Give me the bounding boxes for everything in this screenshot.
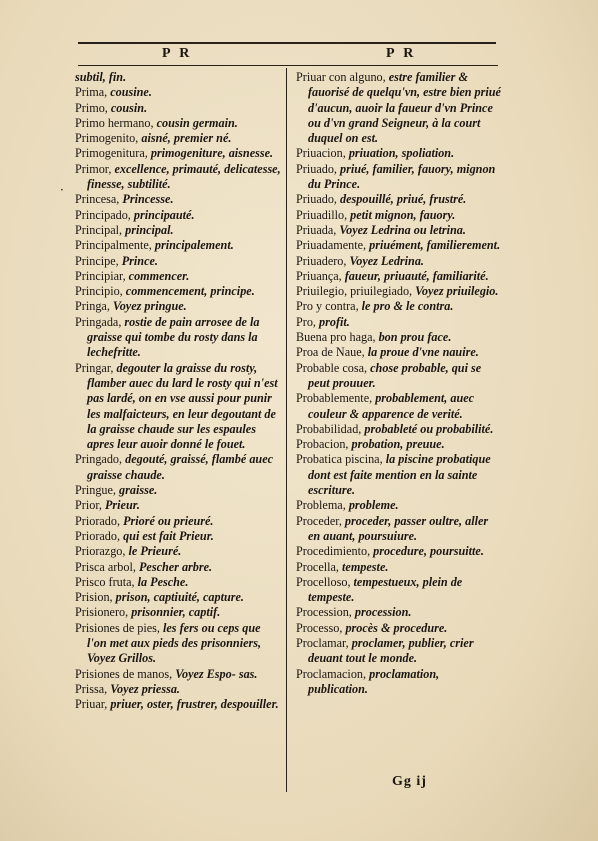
entry-definition: cousin germain. [156,115,238,130]
entry-headword: Proclamar, [296,635,352,650]
dictionary-entry [75,131,281,146]
dictionary-entry [75,529,281,544]
entry-definition: le pro & le contra. [361,299,454,314]
entry-headword: Priorado, [75,513,124,528]
dictionary-entry [296,254,502,269]
dictionary-entry [75,682,281,697]
dictionary-entry [75,146,281,161]
entry-definition: qui est fait Prieur. [123,528,214,543]
dictionary-entry [296,315,502,330]
entry-definition: prison, captiuité, capture. [115,590,244,605]
entry-headword: Priuilegio, priuilegiado, [296,284,416,299]
entry-definition: priuer, oster, frustrer, despouiller. [110,697,279,712]
entry-headword: Processo, [296,620,346,635]
entry-headword: Prisionero, [75,605,132,620]
dictionary-entry [296,269,502,284]
left-column [75,70,281,712]
dictionary-entry [75,254,281,269]
entry-definition: Princesse. [122,192,174,207]
entry-headword: Priuadamente, [296,238,370,253]
entry-headword: Primogenitura, [75,146,151,161]
dictionary-entry [296,70,502,146]
entry-headword: Principado, [75,207,134,222]
entry-definition: principalement. [154,238,234,253]
dictionary-entry [296,192,502,207]
entry-definition: degouté, graissé, flambé auec graisse chaude. [87,452,274,482]
entry-headword: Probablemente, [296,391,376,406]
entry-definition: petit mignon, fauory. [350,207,456,222]
entry-headword: Prissa, [75,681,111,696]
dictionary-entry [75,514,281,529]
dictionary-entry [296,208,502,223]
running-head-left: P R [162,46,193,61]
entry-definition: degouter la graisse du rosty, flamber auec du lard le rosty qui n'est pas lardé, on en vse aussi pour punir les malfaicteurs, en leur degoutant de la graisse chaude sur les espaules apres leur auoir donné le fouet. [87,360,278,452]
entry-definition: faueur, priuauté, familiarité. [344,268,489,283]
entry-headword: Probable cosa, [296,360,371,375]
margin-mark: · [60,183,64,197]
dictionary-entry [75,70,281,85]
entry-headword: Prima, [75,85,111,100]
entry-definition: aisné, premier né. [141,131,232,146]
entry-headword: Prisiones de manos, [75,666,176,681]
entry-headword: Priorado, [75,528,124,543]
dictionary-entry [75,116,281,131]
dictionary-entry [75,560,281,575]
dictionary-entry [296,391,502,422]
entry-headword: Procedimiento, [296,544,374,559]
entry-headword: Priuadero, [296,253,350,268]
dictionary-entry [75,223,281,238]
entry-definition: procedure, poursuitte. [373,544,484,559]
dictionary-entry [75,697,281,712]
entry-definition: profit. [319,314,350,329]
entry-definition: priué, familier, fauory, mignon du Prince. [308,161,496,192]
entry-headword: Prision, [75,590,116,605]
dictionary-entry [75,667,281,682]
entry-headword: Priuada, [296,222,340,237]
dictionary-entry [75,605,281,620]
entry-headword: Principiar, [75,268,129,283]
entry-headword: Pro y contra, [296,299,362,314]
entry-definition: Voyez priuilegio. [415,284,499,299]
right-column [296,70,502,697]
dictionary-entry [296,146,502,161]
entry-headword: Proclamacion, [296,666,370,681]
entry-definition: tempestueux, plein de tempeste. [308,574,463,605]
entry-definition: probleme. [348,498,399,513]
dictionary-entry [296,437,502,452]
entry-headword: Procella, [296,559,343,574]
dictionary-entry [75,269,281,284]
entry-headword: Primor, [75,161,115,176]
entry-headword: Pro, [296,314,320,329]
dictionary-entry [296,361,502,392]
dictionary-entry [296,560,502,575]
dictionary-entry [296,422,502,437]
entry-definition: priuément, familierement. [369,238,501,253]
dictionary-entry [296,667,502,698]
entry-definition: Voyez priessa. [110,681,180,696]
dictionary-entry [296,605,502,620]
dictionary-entry [75,85,281,100]
dictionary-entry [75,452,281,483]
entry-definition: despouillé, priué, frustré. [340,192,467,207]
entry-headword: Primo, [75,100,111,115]
dictionary-entry [75,544,281,559]
entry-definition: graisse. [119,483,158,498]
entry-headword: Principe, [75,253,122,268]
entry-definition: procession. [354,605,412,620]
dictionary-entry [296,284,502,299]
entry-headword: Prior, [75,498,105,513]
entry-definition: Pescher arbre. [138,559,213,574]
entry-definition: tempeste. [342,559,389,574]
dictionary-entry [75,498,281,513]
dictionary-entry [296,299,502,314]
entry-definition: probation, preuue. [351,437,445,452]
entry-definition: Prioré ou prieuré. [123,513,214,528]
entry-definition: Prieur. [104,498,140,513]
dictionary-entry [75,575,281,590]
entry-definition: primogeniture, aisnesse. [150,146,274,161]
entry-headword: Priuado, [296,192,341,207]
entry-headword: Buena pro haga, [296,330,379,345]
dictionary-entry [75,284,281,299]
dictionary-entry [75,162,281,193]
entry-headword: Priuado, [296,161,341,176]
entry-definition: subtil, fin. [75,70,127,84]
entry-headword: Pringar, [75,360,117,375]
dictionary-entry [296,514,502,545]
entry-headword: Procession, [296,605,355,620]
entry-headword: Primogenito, [75,131,142,146]
entry-headword: Problema, [296,498,349,513]
entry-headword: Proa de Naue, [296,345,368,360]
entry-headword: Priuadillo, [296,207,351,222]
entry-definition: cousine. [110,85,152,100]
entry-headword: Priuar, [75,697,111,712]
entry-definition: procès & procedure. [345,620,448,635]
dictionary-entry [75,299,281,314]
entry-definition: proclamation, publication. [308,666,440,696]
entry-definition: rostie de pain arrosee de la graisse qui tombe du rosty dans la lechefritte. [87,314,260,360]
entry-definition: la piscine probatique dont est faite mention en la sainte escriture. [308,452,491,498]
entry-headword: Proceder, [296,513,345,528]
entry-definition: priuation, spoliation. [348,146,455,161]
entry-definition: probableté ou probabilité. [364,421,494,436]
entry-definition: la Pesche. [137,574,189,589]
dictionary-entry [75,101,281,116]
entry-headword: Priuança, [296,268,345,283]
entry-definition: excellence, primauté, delicatesse, finesse, subtilité. [87,161,281,192]
entry-definition: principal. [125,222,174,237]
dictionary-entry [75,192,281,207]
entry-definition: chose probable, qui se peut prouuer. [308,360,482,390]
dictionary-entry [296,162,502,193]
entry-definition: les fers ou ceps que l'on met aux pieds des prisonniers, Voyez Grillos. [87,620,262,666]
dictionary-entry [296,621,502,636]
entry-headword: Principalmente, [75,238,155,253]
entry-headword: Prisiones de pies, [75,620,164,635]
top-rule [78,42,496,44]
entry-definition: Voyez Ledrina. [349,253,424,268]
entry-definition: commencement, principe. [125,284,255,299]
dictionary-entry [75,483,281,498]
entry-definition: Voyez pringue. [112,299,187,314]
dictionary-entry [75,361,281,453]
entry-headword: Pringa, [75,299,113,314]
entry-headword: Priuar con alguno, [296,70,389,84]
entry-headword: Prisca arbol, [75,559,139,574]
entry-definition: Prince. [121,253,158,268]
entry-definition: proclamer, publier, crier deuant tout le monde. [308,635,474,666]
signature-mark: Gg ij [392,774,427,789]
entry-headword: Principio, [75,284,126,299]
entry-definition: le Prieuré. [128,544,182,559]
dictionary-entry [296,452,502,498]
entry-definition: prisonnier, captif. [131,605,221,620]
entry-headword: Principal, [75,222,126,237]
dictionary-entry [296,636,502,667]
entry-headword: Princesa, [75,192,123,207]
column-divider [286,68,287,792]
entry-definition: principauté. [133,207,195,222]
entry-definition: Voyez Espo- sas. [175,666,258,681]
dictionary-entry [296,544,502,559]
entry-definition: la proue d'vne nauire. [367,345,479,360]
entry-headword: Probacion, [296,437,352,452]
running-head-right: P R [386,46,417,61]
dictionary-entry [296,330,502,345]
entry-headword: Prisco fruta, [75,574,138,589]
dictionary-entry [75,315,281,361]
dictionary-entry [75,208,281,223]
entry-definition: proceder, passer oultre, aller en auant, poursuiure. [308,513,489,543]
dictionary-entry [296,238,502,253]
entry-headword: Priuacion, [296,146,349,161]
entry-definition: commencer. [128,268,190,283]
dictionary-entry [75,590,281,605]
header-rule [78,65,498,66]
entry-definition: bon prou face. [378,330,452,345]
entry-definition: estre familier & fauorisé de quelqu'vn, estre bien priué d'aucun, auoir la faueur d'vn Prince ou d'vn grand Seigneur, à la court duquel on est. [308,70,501,146]
entry-headword: Priorazgo, [75,544,129,559]
entry-definition: Voyez Ledrina ou letrina. [339,222,466,237]
dictionary-entry [296,345,502,360]
dictionary-entry [296,223,502,238]
entry-definition: probablement, auec couleur & apparence de verité. [308,391,475,421]
dictionary-entry [75,238,281,253]
dictionary-entry [296,575,502,606]
entry-headword: Pringada, [75,314,125,329]
dictionary-entry [296,498,502,513]
entry-headword: Primo hermano, [75,115,157,130]
entry-headword: Probatica piscina, [296,452,386,467]
dictionary-entry [75,621,281,667]
entry-headword: Procelloso, [296,574,354,589]
entry-headword: Probabilidad, [296,421,365,436]
entry-headword: Pringado, [75,452,126,467]
entry-definition: cousin. [110,100,148,115]
entry-headword: Pringue, [75,483,120,498]
